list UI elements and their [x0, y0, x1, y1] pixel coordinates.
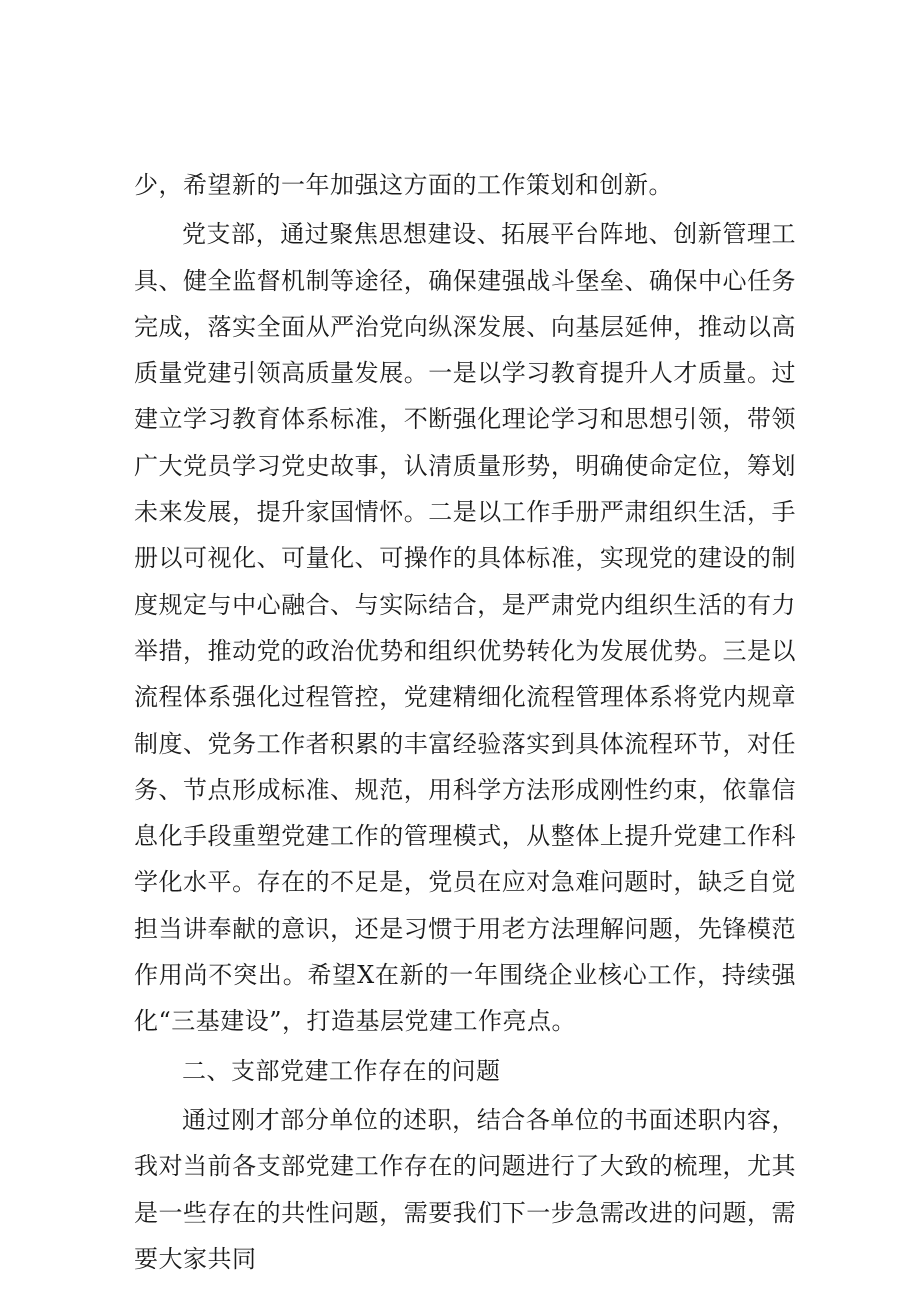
- document-body: [134, 162, 796, 1282]
- section-heading-problems: 二、支部党建工作存在的问题: [182, 1056, 501, 1085]
- paragraph-branch-summary: 党支部，通过聚焦思想建设、拓展平台阵地、创新管理工具、健全监督机制等途径，确保建强战斗堡垒、确保中心任务完成，落实全面从严治党向纵深发展、向基层延伸，推动以高质量党建引领高质量发展。一是以学习教育提升人才质量。过建立学习教育体系标准，不断强化理论学习和思想引领，带领广大党员学习党史故事，认清质量形势，明确使命定位，筹划未来发展，提升家国情怀。二是以工作手册严肃组织生活，手册以可视化、可量化、可操作的具体标准，实现党的建设的制度规定与中心融合、与实际结合，是严肃党内组织生活的有力举措，推动党的政治优势和组织优势转化为发展优势。三是以流程体系强化过程管控，党建精细化流程管理体系将党内规章制度、党务工作者积累的丰富经验落实到具体流程环节，对任务、节点形成标准、规范，用科学方法形成刚性约束，依靠信息化手段重塑党建工作的管理模式，从整体上提升党建工作科学化水平。存在的不足是，党员在应对急难问题时，缺乏自觉担当讲奉献的意识，还是习惯于用老方法理解问题，先锋模范作用尚不突出。希望X在新的一年围绕企业核心工作，持续强化“三基建设”，打造基层党建工作亮点。: [134, 220, 796, 1036]
- paragraph-continuation: 少，希望新的一年加强这方面的工作策划和创新。: [134, 171, 673, 199]
- paragraph-problems-intro: 通过刚才部分单位的述职，结合各单位的书面述职内容，我对当前各支部党建工作存在的问题进行了大致的梳理，尤其是一些存在的共性问题，需要我们下一步急需改进的问题，需要大家共同: [134, 1105, 796, 1273]
